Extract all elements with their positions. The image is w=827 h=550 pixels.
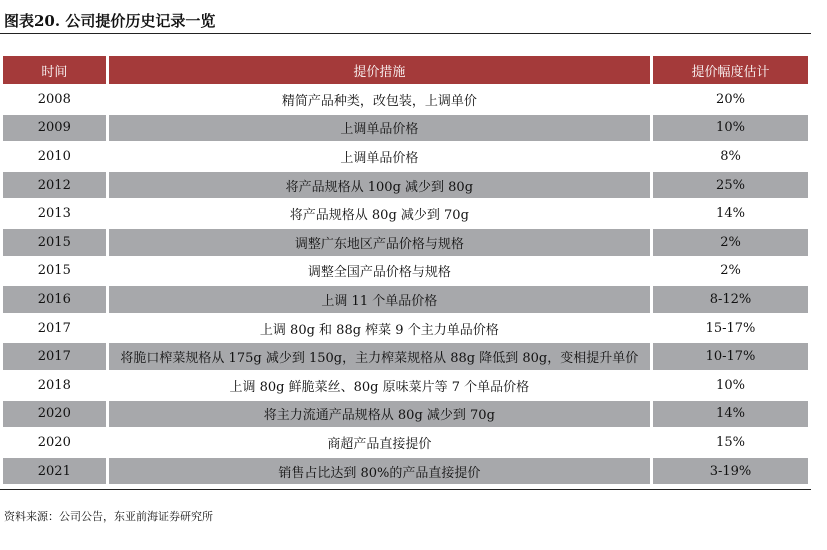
cell-year: 2018 — [3, 372, 106, 399]
cell-range: 10% — [653, 372, 808, 399]
cell-range: 2% — [653, 229, 808, 256]
cell-range: 8% — [653, 143, 808, 170]
table-row — [3, 258, 808, 285]
header-measure: 提价措施 — [109, 56, 650, 84]
cell-year: 2012 — [3, 172, 106, 199]
source-note: 资料来源：公司公告，东亚前海证券研究所 — [4, 510, 213, 523]
table-row — [3, 286, 808, 313]
table-row — [3, 86, 808, 113]
table-row — [3, 115, 808, 142]
table-row — [3, 143, 808, 170]
cell-measure: 上调单品价格 — [109, 115, 650, 142]
cell-measure: 上调 80g 和 88g 榨菜 9 个主力单品价格 — [109, 315, 650, 342]
cell-year: 2021 — [3, 458, 106, 485]
cell-range: 10% — [653, 115, 808, 142]
table-row — [3, 401, 808, 428]
cell-measure: 将主力流通产品规格从 80g 减少到 70g — [109, 401, 650, 428]
table-row — [3, 429, 808, 456]
cell-measure: 销售占比达到 80%的产品直接提价 — [109, 458, 650, 485]
cell-measure: 调整广东地区产品价格与规格 — [109, 229, 650, 256]
cell-range: 14% — [653, 401, 808, 428]
cell-range: 20% — [653, 86, 808, 113]
price-history-table — [0, 54, 811, 486]
cell-range: 25% — [653, 172, 808, 199]
cell-year: 2017 — [3, 343, 106, 370]
cell-year: 2020 — [3, 401, 106, 428]
table-row — [3, 172, 808, 199]
cell-year: 2015 — [3, 229, 106, 256]
header-year: 时间 — [3, 56, 106, 84]
cell-measure: 商超产品直接提价 — [109, 429, 650, 456]
table-row — [3, 458, 808, 485]
figure-title: 图表20. 公司提价历史记录一览 — [4, 12, 216, 30]
cell-year: 2013 — [3, 200, 106, 227]
cell-range: 15-17% — [653, 315, 808, 342]
cell-year: 2008 — [3, 86, 106, 113]
cell-measure: 精简产品种类，改包装，上调单价 — [109, 86, 650, 113]
cell-measure: 上调单品价格 — [109, 143, 650, 170]
cell-measure: 将产品规格从 80g 减少到 70g — [109, 200, 650, 227]
table-row — [3, 343, 808, 370]
cell-range: 15% — [653, 429, 808, 456]
cell-year: 2009 — [3, 115, 106, 142]
cell-range: 3-19% — [653, 458, 808, 485]
cell-year: 2016 — [3, 286, 106, 313]
bottom-divider — [0, 489, 811, 490]
cell-measure: 将产品规格从 100g 减少到 80g — [109, 172, 650, 199]
cell-year: 2017 — [3, 315, 106, 342]
title-divider — [0, 33, 811, 34]
cell-measure: 上调 80g 鲜脆菜丝、80g 原味菜片等 7 个单品价格 — [109, 372, 650, 399]
cell-measure: 上调 11 个单品价格 — [109, 286, 650, 313]
cell-measure: 调整全国产品价格与规格 — [109, 258, 650, 285]
cell-measure: 将脆口榨菜规格从 175g 减少到 150g，主力榨菜规格从 88g 降低到 80g，变相提升单价 — [109, 343, 650, 370]
table-header-row — [3, 56, 808, 84]
table-row — [3, 200, 808, 227]
cell-range: 2% — [653, 258, 808, 285]
cell-year: 2015 — [3, 258, 106, 285]
header-range: 提价幅度估计 — [653, 56, 808, 84]
cell-range: 8-12% — [653, 286, 808, 313]
table-row — [3, 229, 808, 256]
cell-range: 10-17% — [653, 343, 808, 370]
cell-year: 2010 — [3, 143, 106, 170]
cell-year: 2020 — [3, 429, 106, 456]
table-row — [3, 372, 808, 399]
table-row — [3, 315, 808, 342]
cell-range: 14% — [653, 200, 808, 227]
